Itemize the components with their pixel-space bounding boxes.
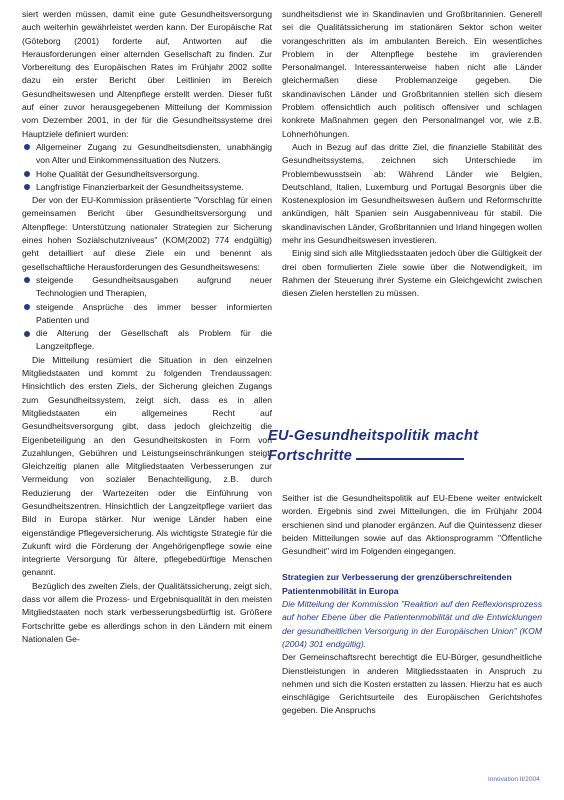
right-paragraph-1: sundheitsdienst wie in Skandinavien und Großbritannien. Generell sei die Qualitätssicherung im stationären Sektor schon weiter vorangeschritten als im ambulanten Bereich. Ein wesentliches Problem in der Altenpflege bestehe im gravierenden Personalmangel. Interessanterweise haben nicht alle Länder gleichermaßen diese Problemanzeige gegeben. Die skandinavischen Länder und Großbritannien stellen sich diesem Problem offensichtlich auch politisch offensiver und schlagen konkrete Maßnahmen gegen den Personalmangel vor, wie z.B. Lohnerhöhungen. — [282, 9, 542, 139]
heading-line-1: EU-Gesundheitspolitik macht — [268, 428, 479, 444]
right-paragraph-3: Einig sind sich alle Mitgliedsstaaten jedoch über die Gültigkeit der drei oben formulierten Ziele sowie über die Notwendigkeit, im Rahmen der Steuerung ihrer Systeme ein Gleichgewicht zwischen diesen Zielen herstellen zu müssen. — [282, 248, 542, 299]
challenges-list — [22, 274, 272, 354]
page-footer: Innovation II/2004 — [488, 776, 540, 783]
list-item: steigende Gesundheitsausgaben aufgrund neuer Technologien und Therapien, — [22, 274, 272, 301]
heading-line-2 — [268, 446, 538, 466]
list-item: steigende Ansprüche des immer besser informierten Patienten und — [22, 301, 272, 328]
left-column — [22, 8, 272, 646]
list-item: Langfristige Finanzierbarkeit der Gesundheitssysteme. — [22, 181, 272, 194]
left-paragraph-3: Die Mitteilung resümiert die Situation in den einzelnen Mitgliedstaaten und kommt zu folgenden Trendaussagen: Hinsichtlich des ersten Ziels, der Sicherung gleichen Zugangs zum Gesundheitssystem, zeigt sich, dass es in allen Mitgliedstaaten ein allgemeines Recht auf Gesundheitsversorgung gibt, dass jedoch gleichzeitig die Eigenbeteiligung an den Gesundheitskosten in Form von Zuzahlungen, Gebühren und Leistungseinschränkungen steigt. Gleichzeitig planen alle Mitgliedstaaten Verbesserungen zur Vermeidung von sozialer Benachteiligung, z.B. durch Reduzierung der Wartezeiten oder die Einführung von Gesundheitszentren. Hinsichtlich der Langzeitpflege variiert das Bild in Europa stärker. Nur wenige Länder haben eine eigenständige Pflegeversicherung. Als wichtigste Strategie für die Zukunft wird die Förderung der Angehörigenpflege sowie eine integrierte Versorgung für ältere, pflegebedürftige Menschen genannt. — [22, 354, 272, 578]
right-column-top — [282, 8, 542, 301]
section-heading — [268, 426, 538, 466]
citation-paragraph: Die Mitteilung der Kommission "Reaktion auf den Reflexionsprozess auf hoher Ebene über die Patientenmobilität und die Entwicklungen der gesundheitlichen Versorgung in der Europäischen Union" (KOM (2004) 301 endgültig). — [282, 599, 542, 649]
left-paragraph-1: siert werden müssen, damit eine gute Gesundheitsversorgung auch weiterhin gewährleistet werden kann. Der Europäische Rat (Göteborg (2001) forderte auf, Antworten auf die Herausforderungen einer alternden Gesellschaft zu finden. Zur Vorbereitung des Europäischen Rates im Frühjahr 2002 sollte dazu ein erster Bericht über Leitlinien im Bereich Gesundheitswesen und Altenpflege erstellt werden. Dieser fußt auf einer zuvor herausgegebenen Mitteilung der Kommission vom Dezember 2001, in der für die Gesundheitssysteme drei Hauptziele definiert wurden: — [22, 9, 272, 139]
right-paragraph-4: Seither ist die Gesundheitspolitik auf EU-Ebene weiter entwickelt worden. Ergebnis sind zwei Mitteilungen, die im Frühjahr 2004 erschienen sind und planoder ergänzen. Auf die Quintessenz dieser beiden Mitteilungen sowie auf das Aktionsprogramm "Öffentliche Gesundheit" wird im Folgenden eingegangen. — [282, 493, 542, 557]
goals-list — [22, 141, 272, 194]
list-item: die Alterung der Gesellschaft als Problem für die Langzeitpflege. — [22, 327, 272, 354]
list-item: Hohe Qualität der Gesundheitsversorgung. — [22, 168, 272, 181]
heading-rule — [356, 458, 464, 460]
left-paragraph-4: Bezüglich des zweiten Ziels, der Qualitätssicherung, zeigt sich, dass vor allem die Prozess- und Ergebnisqualität in den meisten Mitgliedstaaten noch stark verbesserungsbedürftig ist. Größere Fortschritte gebe es allerdings schon in den Ländern mit einem Nationalen Ge- — [22, 580, 272, 644]
left-paragraph-2: Der von der EU-Kommission präsentierte "Vorschlag für einen gemeinsamen Bericht über Gesundheitsversorgung und Altenpflege: Unterstützung nationaler Strategien zur Sicherung eines hohen Sozialschutzniveaus" (KOM(2002) 774 endgültig) geht detailliert auf diese Ziele ein und benennt als gesellschaftliche Herausforderungen des Gesundheitswesens: — [22, 195, 272, 272]
list-item: Allgemeiner Zugang zu Gesundheitsdiensten, unabhängig von Alter und Einkommenssituation des Nutzers. — [22, 141, 272, 168]
heading-line-2-text: Fortschritte — [268, 448, 353, 464]
right-paragraph-2: Auch in Bezug auf das dritte Ziel, die finanzielle Stabilität des Gesundheitssystems, zeichnen sich Unterschiede im Problembewusstsein ab: Während Länder wie Belgien, Deutschland, Italien, Luxemburg und Portugal Besorgnis über die Kostenexplosion im Gesundheitswesen äußern und Reformschritte ankündigen, hält Spanien sein Ausgabenniveau für stabil. Die skandinavischen Länder, Großbritannien und Irland hingegen wollen mehr ins Gesundheitswesen investieren. — [282, 141, 542, 246]
right-paragraph-6: Der Gemeinschaftsrecht berechtigt die EU-Bürger, gesundheitliche Dienstleistungen in anderen Mitgliedsstaaten in Anspruch zu nehmen und sich die Kosten erstatten zu lassen. Hierzu hat es auch einschlägige Gerichtsurteile des Europäischen Gerichtshofes gegeben. Die Anspruchs — [282, 652, 542, 716]
right-column-bottom — [282, 492, 542, 718]
subheading: Strategien zur Verbesserung der grenzüberschreitenden Patientenmobilität in Europa — [282, 572, 512, 596]
